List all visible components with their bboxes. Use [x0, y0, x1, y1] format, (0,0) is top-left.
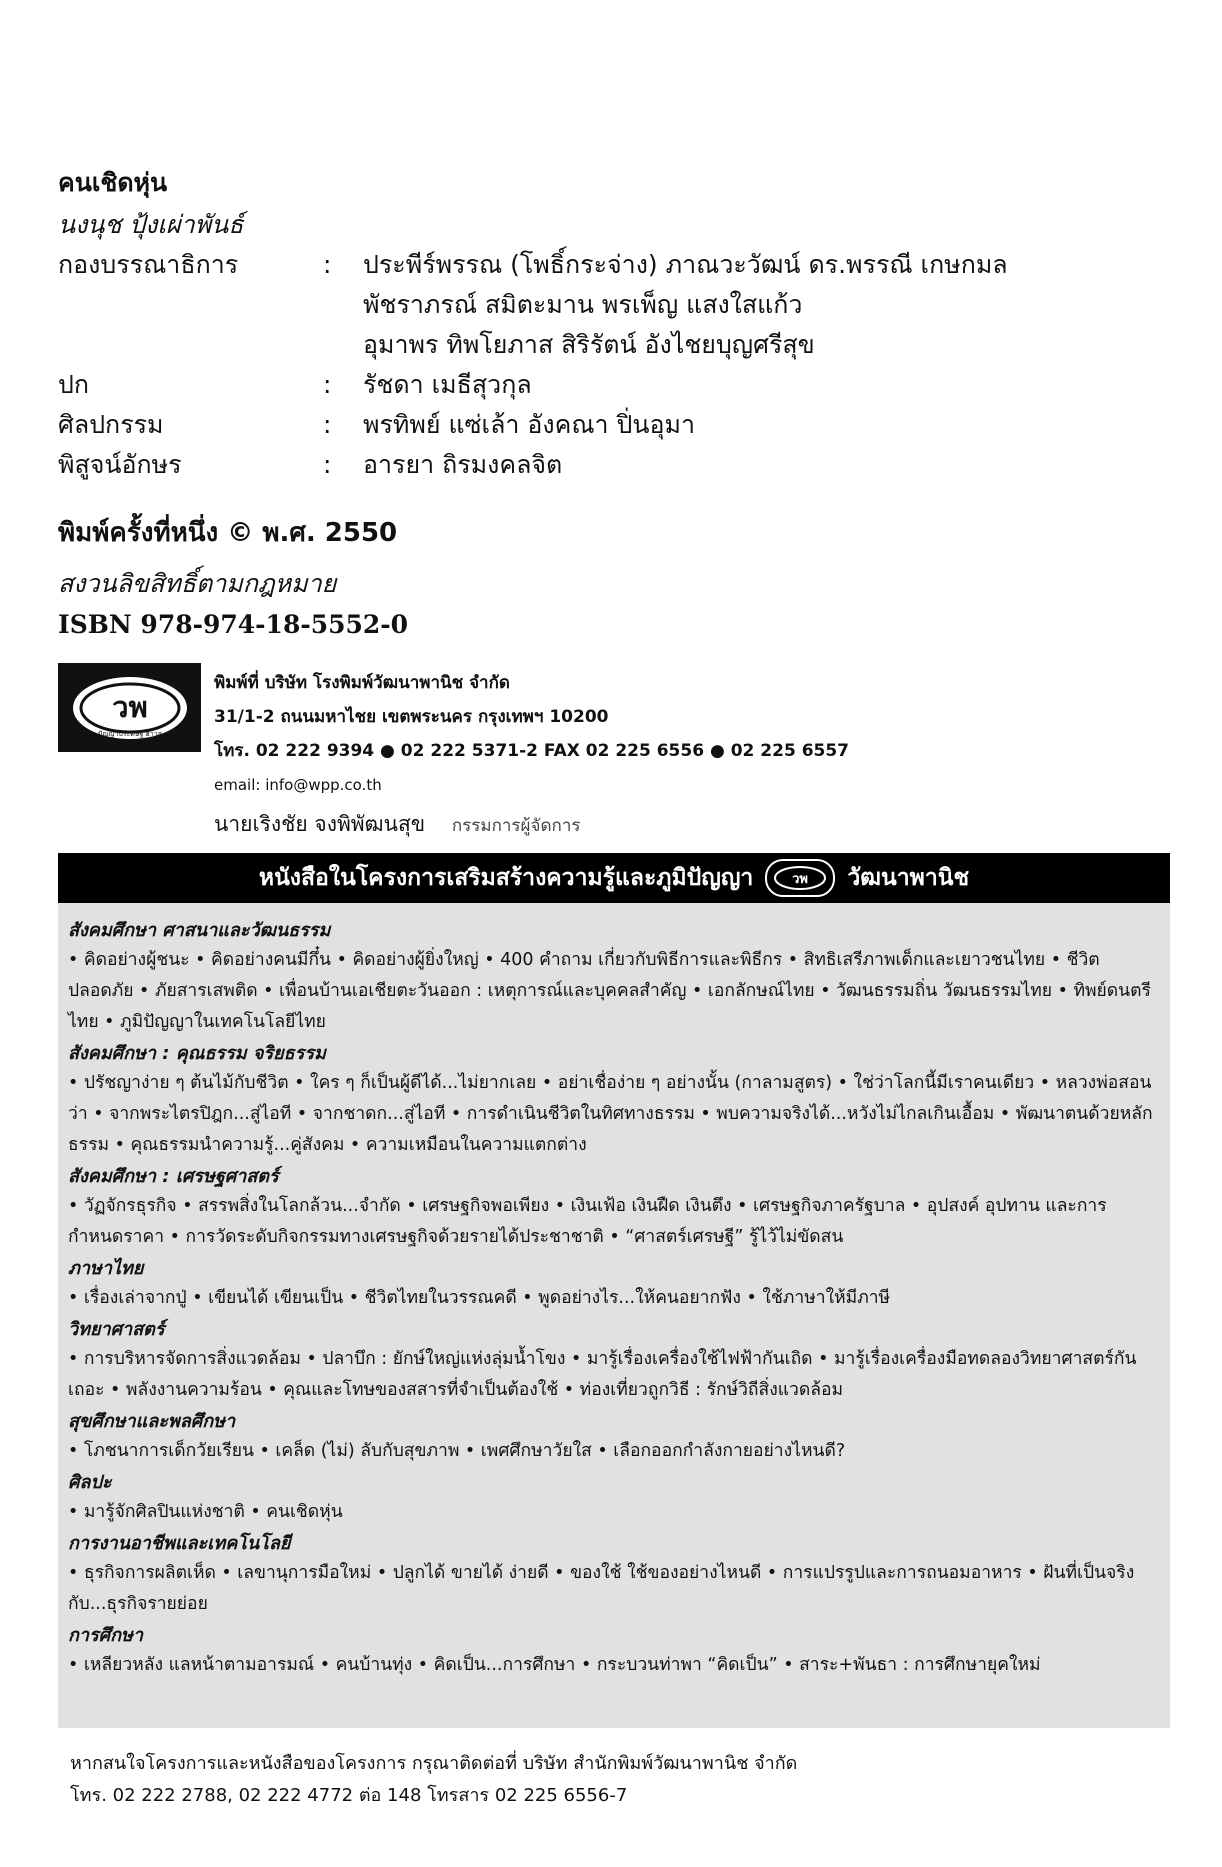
category-title: สังคมศึกษา : คุณธรรม จริยธรรม: [68, 1043, 326, 1064]
edition-line: พิมพ์ครั้งที่หนึ่ง © พ.ศ. 2550: [58, 518, 398, 548]
credit-colon: :: [323, 410, 332, 439]
category-books: • การบริหารจัดการสิ่งแวดล้อม • ปลาบึก : ยักษ์ใหญ่แห่งลุ่มน้ำโขง • มารู้เรื่องเครื่องใช้ไฟฟ้ากันเถิด • มารู้เรื่องเครื่องมือทดลองวิทยาศาสตร์กันเถอะ • พลังงานความร้อน • คุณและโทษของสสารที่จำเป็นต้องใช้ • ท่องเที่ยวถูกวิธี : รักษ์วิถีสิ่งแวดล้อม: [68, 1349, 1137, 1400]
publisher-logo-icon: [69, 672, 191, 744]
category-books: • ธุรกิจการผลิตเห็ด • เลขานุการมือใหม่ • ปลูกได้ ขายได้ ง่ายดี • ของใช้ ใช้ของอย่างไหนดี • การแปรรูปและการถนอมอาหาร • ฝันที่เป็นจริงกับ...ธุรกิจรายย่อย: [68, 1563, 1135, 1614]
category-title: ภาษาไทย: [68, 1258, 144, 1279]
banner-brand: วัฒนาพานิช: [847, 865, 970, 891]
category-title: วิทยาศาสตร์: [68, 1319, 165, 1340]
svg-text:วพ: วพ: [792, 872, 809, 887]
series-banner: [58, 853, 1170, 903]
category-books: • วัฏจักรธุรกิจ • สรรพสิ่งในโลกล้วน...จำกัด • เศรษฐกิจพอเพียง • เงินเฟ้อ เงินฝืด เงินตึง • เศรษฐกิจภาครัฐบาล • อุปสงค์ อุปทาน และการกำหนดราคา • การวัดระดับกิจกรรมทางเศรษฐกิจด้วยรายได้ประชาชาติ • “ศาสตร์เศรษฐี” รู้ไว้ไม่ขัดสน: [68, 1196, 1107, 1247]
publisher-address: 31/1-2 ถนนมหาไชย เขตพระนคร กรุงเทพฯ 10200: [214, 707, 609, 727]
category-books: • คิดอย่างผู้ชนะ • คิดอย่างคนมีกึ๋น • คิดอย่างผู้ยิ่งใหญ่ • 400 คำถาม เกี่ยวกับพิธีการและพิธีกร • สิทธิเสรีภาพเด็กและเยาวชนไทย • ชีวิตปลอดภัย • ภัยสารเสพติด • เพื่อนบ้านเอเชียตะวันออก : เหตุการณ์และบุคคลสำคัญ • เอกลักษณ์ไทย • วัฒนธรรมถิ่น วัฒนธรรมไทย • ทิพย์ดนตรีไทย • ภูมิปัญญาในเทคโนโลยีไทย: [68, 950, 1151, 1032]
rights-line: สงวนลิขสิทธิ์ตามกฎหมาย: [58, 569, 337, 598]
credit-label: ศิลปกรรม: [58, 410, 164, 439]
credit-name-line: อารยา ถิรมงคลจิต: [363, 450, 563, 479]
footer-line: หากสนใจโครงการและหนังสือของโครงการ กรุณาติดต่อที่ บริษัท สำนักพิมพ์วัฒนาพานิช จำกัด: [70, 1753, 798, 1774]
contact-footer: [70, 1748, 797, 1812]
category-title: การงานอาชีพและเทคโนโลยี: [68, 1533, 291, 1554]
category-books: • มารู้จักศิลปินแห่งชาติ • คนเชิดหุ่น: [68, 1502, 343, 1522]
credit-label: พิสูจน์อักษร: [58, 450, 182, 479]
credit-names: [363, 245, 1178, 365]
footer-line: โทร. 02 222 2788, 02 222 4772 ต่อ 148 โทรสาร 02 225 6556-7: [70, 1785, 628, 1806]
category-title: การศึกษา: [68, 1625, 143, 1646]
category-title: สังคมศึกษา : เศรษฐศาสตร์: [68, 1166, 279, 1187]
publisher-name: พิมพ์ที่ บริษัท โรงพิมพ์วัฒนาพานิช จำกัด: [214, 673, 510, 693]
director-role: กรรมการผู้จัดการ: [451, 816, 581, 836]
publisher-info: [214, 666, 849, 802]
credit-colon: :: [323, 450, 332, 479]
banner-logo-icon: [765, 859, 835, 897]
credit-label: ปก: [58, 370, 90, 399]
logo-caption: ปัญญาประดิษฐ์ ฮาวส: [97, 729, 162, 738]
category-title: สุขศึกษาและพลศึกษา: [68, 1411, 236, 1432]
logo-mark: วพ: [111, 689, 148, 724]
credit-name-line: ประพีร์พรรณ (โพธิ์กระจ่าง) ภาณวะวัฒน์ ดร.พรรณี เกษกมล: [363, 250, 1008, 279]
isbn-line: ISBN 978-974-18-5552-0: [58, 610, 409, 639]
credit-name-line: พัชราภรณ์ สมิตะมาน พรเพ็ญ แสงใสแก้ว: [363, 290, 803, 319]
banner-text: หนังสือในโครงการเสริมสร้างความรู้และภูมิปัญญา: [258, 865, 754, 891]
credit-colon: :: [323, 250, 332, 279]
credit-name-line: รัชดา เมธีสุวกุล: [363, 370, 532, 399]
author-name: นงนุช ปุ้งเผ่าพันธ์: [58, 210, 244, 239]
credit-name-line: อุมาพร ทิพโยภาส สิริรัตน์ อังไชยบุญศรีสุข: [363, 330, 815, 359]
category-title: ศิลปะ: [68, 1472, 112, 1493]
category-title: สังคมศึกษา ศาสนาและวัฒนธรรม: [68, 920, 331, 941]
publisher-logo: [58, 663, 201, 752]
credit-colon: :: [323, 370, 332, 399]
category-books: • โภชนาการเด็กวัยเรียน • เคล็ด (ไม่) ลับกับสุขภาพ • เพศศึกษาวัยใส • เลือกออกกำลังกายอย่างไหนดี?: [68, 1441, 846, 1461]
book-title: คนเชิดหุ่น: [58, 168, 168, 197]
category-books: • เหลียวหลัง แลหน้าตามอารมณ์ • คนบ้านทุ่ง • คิดเป็น...การศึกษา • กระบวนท่าพา “คิดเป็น” • สาระ+พันธา : การศึกษายุคใหม่: [68, 1655, 1041, 1675]
category-books: • เรื่องเล่าจากปู่ • เขียนได้ เขียนเป็น • ชีวิตไทยในวรรณคดี • พูดอย่างไร...ให้คนอยากฟัง • ใช้ภาษาให้มีภาษี: [68, 1288, 891, 1308]
managing-director: [214, 808, 581, 841]
credits-list: [58, 245, 1178, 485]
credit-name-line: พรทิพย์ แซ่เล้า อังคณา ปิ่นอุมา: [363, 410, 696, 439]
credit-row: [58, 245, 1178, 365]
credit-row: [58, 445, 1178, 485]
publisher-phone: โทร. 02 222 9394 ● 02 222 5371-2 FAX 02 225 6556 ● 02 225 6557: [214, 741, 850, 761]
publisher-email: email: info@wpp.co.th: [214, 776, 382, 794]
credit-row: [58, 365, 1178, 405]
director-name: นายเริงชัย จงพิพัฒนสุข: [214, 812, 426, 836]
book-catalog: [58, 903, 1170, 1728]
credit-row: [58, 405, 1178, 445]
credit-label: กองบรรณาธิการ: [58, 250, 239, 279]
category-books: • ปรัชญาง่าย ๆ ต้นไม้กับชีวิต • ใคร ๆ ก็เป็นผู้ดีได้...ไม่ยากเลย • อย่าเชื่อง่าย ๆ อย่างนั้น (กาลามสูตร) • ใช่ว่าโลกนี้มีเราคนเดียว • หลวงพ่อสอนว่า • จากพระไตรปิฎก...สู่ไอที • จากชาดก...สู่ไอที • การดำเนินชีวิตในทิศทางธรรม • พบความจริงได้...หวังไม่ไกลเกินเอื้อม • พัฒนาตนด้วยหลักธรรม • คุณธรรมนำความรู้...คู่สังคม • ความเหมือนในความแตกต่าง: [68, 1073, 1153, 1155]
